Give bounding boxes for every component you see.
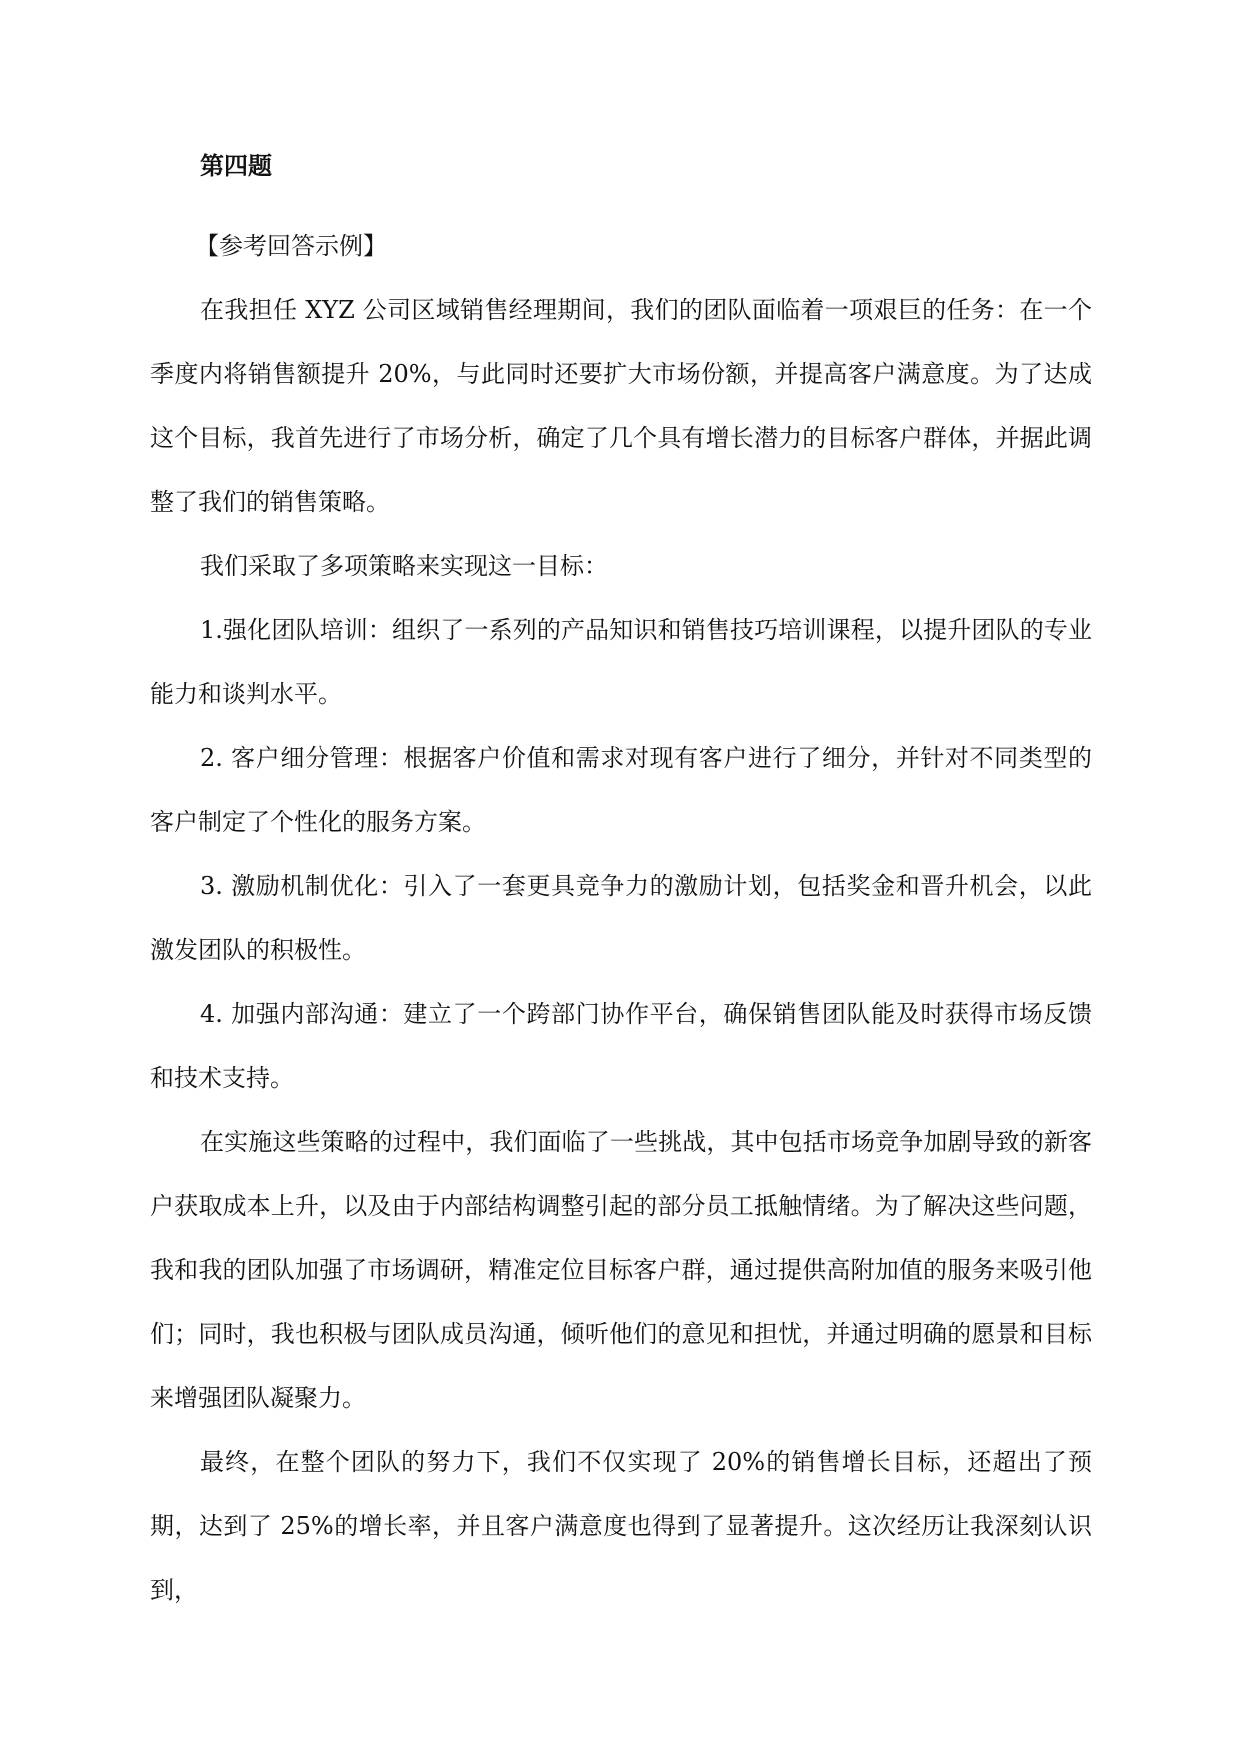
reference-answer-label: 【参考回答示例】: [195, 232, 387, 260]
strategies-intro-paragraph: 我们采取了多项策略来实现这一目标：: [200, 552, 608, 580]
strategy-item-3: 3. 激励机制优化：引入了一套更具竞争力的激励计划，包括奖金和晋升机会，以此激发团队的积极性。: [150, 872, 1092, 964]
intro-paragraph: 在我担任 XYZ 公司区域销售经理期间，我们的团队面临着一项艰巨的任务：在一个季度内将销售额提升 20%，与此同时还要扩大市场份额，并提高客户满意度。为了达成这个目标，我首先进行了市场分析，确定了几个具有增长潜力的目标客户群体，并据此调整了我们的销售策略。: [150, 296, 1092, 516]
strategy-item-4: 4. 加强内部沟通：建立了一个跨部门协作平台，确保销售团队能及时获得市场反馈和技术支持。: [150, 1000, 1092, 1092]
strategy-item-2: 2. 客户细分管理：根据客户价值和需求对现有客户进行了细分，并针对不同类型的客户制定了个性化的服务方案。: [150, 744, 1092, 836]
outcome-paragraph: 最终，在整个团队的努力下，我们不仅实现了 20%的销售增长目标，还超出了预期，达到了 25%的增长率，并且客户满意度也得到了显著提升。这次经历让我深刻认识到，: [150, 1448, 1092, 1604]
challenges-paragraph: 在实施这些策略的过程中，我们面临了一些挑战，其中包括市场竞争加剧导致的新客户获取成本上升，以及由于内部结构调整引起的部分员工抵触情绪。为了解决这些问题，我和我的团队加强了市场调研，精准定位目标客户群，通过提供高附加值的服务来吸引他们；同时，我也积极与团队成员沟通，倾听他们的意见和担忧，并通过明确的愿景和目标来增强团队凝聚力。: [150, 1128, 1092, 1412]
question-heading: 第四题: [200, 151, 272, 180]
strategy-item-1: 1.强化团队培训：组织了一系列的产品知识和销售技巧培训课程，以提升团队的专业能力和谈判水平。: [150, 616, 1092, 708]
